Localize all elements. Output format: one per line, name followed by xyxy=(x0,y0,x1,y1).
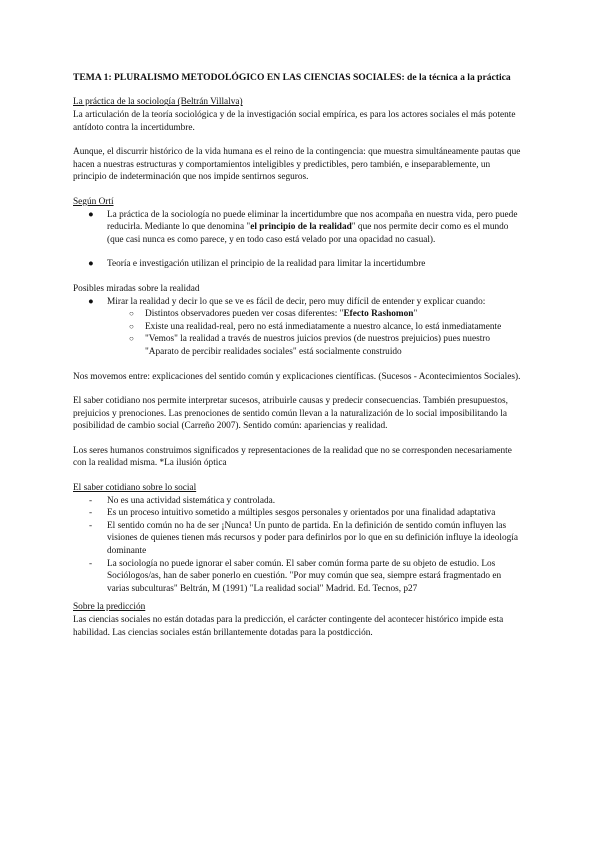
paragraph-saber-cotidiano: El saber cotidiano nos permite interpretar sucesos, atribuirle causas y predecir consecuencias. También presupuestos, prejuicios y prenociones. Las prenociones de sentido común llevan a la naturalización de lo social imposibilitando la posibilidad de cambio social (Carreño 2007). Sentido común: apariencias y realidad. xyxy=(73,396,508,432)
section-heading-prediccion: Sobre la predicción xyxy=(73,602,146,613)
miradas-list xyxy=(73,296,525,359)
list-item: - Es un proceso intuitivo sometido a múltiples sesgos personales y orientados por una finalidad adaptativa xyxy=(89,508,496,519)
paragraph-aunque: Aunque, el discurrir histórico de la vida humana es el reino de la contingencia: que muestra simultáneamente pautas que hacen a nuestras estructuras y comportamientos inteligibles y predictibles, pero también, e inseparablemente, un principio de indeterminación que nos impide sentirnos seguros. xyxy=(73,147,521,183)
section-heading-cotidiano: El saber cotidiano sobre lo social xyxy=(73,483,197,494)
section-heading-miradas: Posibles miradas sobre la realidad xyxy=(73,283,200,294)
sub-list-item: ○ Existe una realidad-real, pero no está inmediatamente a nuestro alcance, lo está inmediatamente xyxy=(129,321,502,332)
sub-list-item: ○ Distintos observadores pueden ver cosas diferentes: "Efecto Rashomon" xyxy=(129,309,418,320)
list-item: - La sociología no puede ignorar el saber común. El saber común forma parte de su objeto de estudio. Los Sociólogos/as, han de saber ponerlo en cuestión. "Por muy común que sea, siempre estará fragmentado en varias subculturas" Beltrán, M (1991) "La realidad social" Madrid. Ed. Tecnos, p27 xyxy=(89,558,502,594)
bullet-icon: ● xyxy=(88,209,94,220)
dash-icon: - xyxy=(89,508,93,519)
circle-bullet-icon: ○ xyxy=(129,321,134,331)
list-item: - No es una actividad sistemática y controlada. xyxy=(89,495,276,506)
list-item: ● Teoría e investigación utilizan el principio de la realidad para limitar la incertidumbre xyxy=(88,259,426,270)
dash-icon: - xyxy=(89,558,93,569)
paragraph-articulacion: La articulación de la teoría sociológica y de la investigación social empírica, es para los actores sociales el más potente antídoto contra la incertidumbre. xyxy=(73,110,516,133)
sub-list-item: ○ "Vemos" la realidad a través de nuestros juicios previos (de nuestros prejuicios) pues nuestro "Aparato de percibir realidades sociales" está socialmente construido xyxy=(129,334,491,357)
bullet-icon: ● xyxy=(88,259,94,270)
list-item: ● La práctica de la sociología no puede eliminar la incertidumbre que nos acompaña en nuestra vida, pero puede reducirla. Mediante lo que denomina "el principio de la realidad" que nos permite decir como es el mundo (que casi nunca es como parece, y en todo caso está velado por una opacidad no casual). xyxy=(88,209,518,245)
dash-icon: - xyxy=(89,495,93,506)
document-body xyxy=(73,72,525,639)
section-heading-practica: La práctica de la sociología (Beltrán Villalva) xyxy=(73,97,243,108)
document-title: TEMA 1: PLURALISMO METODOLÓGICO EN LAS CIENCIAS SOCIALES: de la técnica a la práctica xyxy=(73,72,511,83)
section-heading-orti: Según Ortí xyxy=(73,196,114,207)
paragraph-nos-movemos: Nos movemos entre: explicaciones del sentido común y explicaciones científicas. (Sucesos - Acontecimientos Sociales). xyxy=(73,371,521,382)
circle-bullet-icon: ○ xyxy=(129,334,134,344)
circle-bullet-icon: ○ xyxy=(129,309,134,319)
dash-icon: - xyxy=(89,520,93,531)
cotidiano-list xyxy=(73,495,525,596)
list-item: ● Mirar la realidad y decir lo que se ve es fácil de decir, pero muy difícil de entender y explicar cuando: xyxy=(88,296,486,307)
paragraph-seres-humanos: Los seres humanos construimos significados y representaciones de la realidad que no se corresponden necesariamente con la realidad misma. *La ilusión óptica xyxy=(73,445,512,469)
list-item: - El sentido común no ha de ser ¡Nunca! Un punto de partida. En la definición de sentido común influyen las visiones de quienes tienen más recursos y poder para definirlos por lo que en su definición influye la ideología dominante xyxy=(89,520,519,557)
paragraph-prediccion: Las ciencias sociales no están dotadas para la predicción, el carácter contingente del acontecer histórico impide esta habilidad. Las ciencias sociales están brillantemente dotadas para la postdicción. xyxy=(73,615,504,638)
bullet-icon: ● xyxy=(88,296,94,307)
orti-list xyxy=(73,209,525,271)
